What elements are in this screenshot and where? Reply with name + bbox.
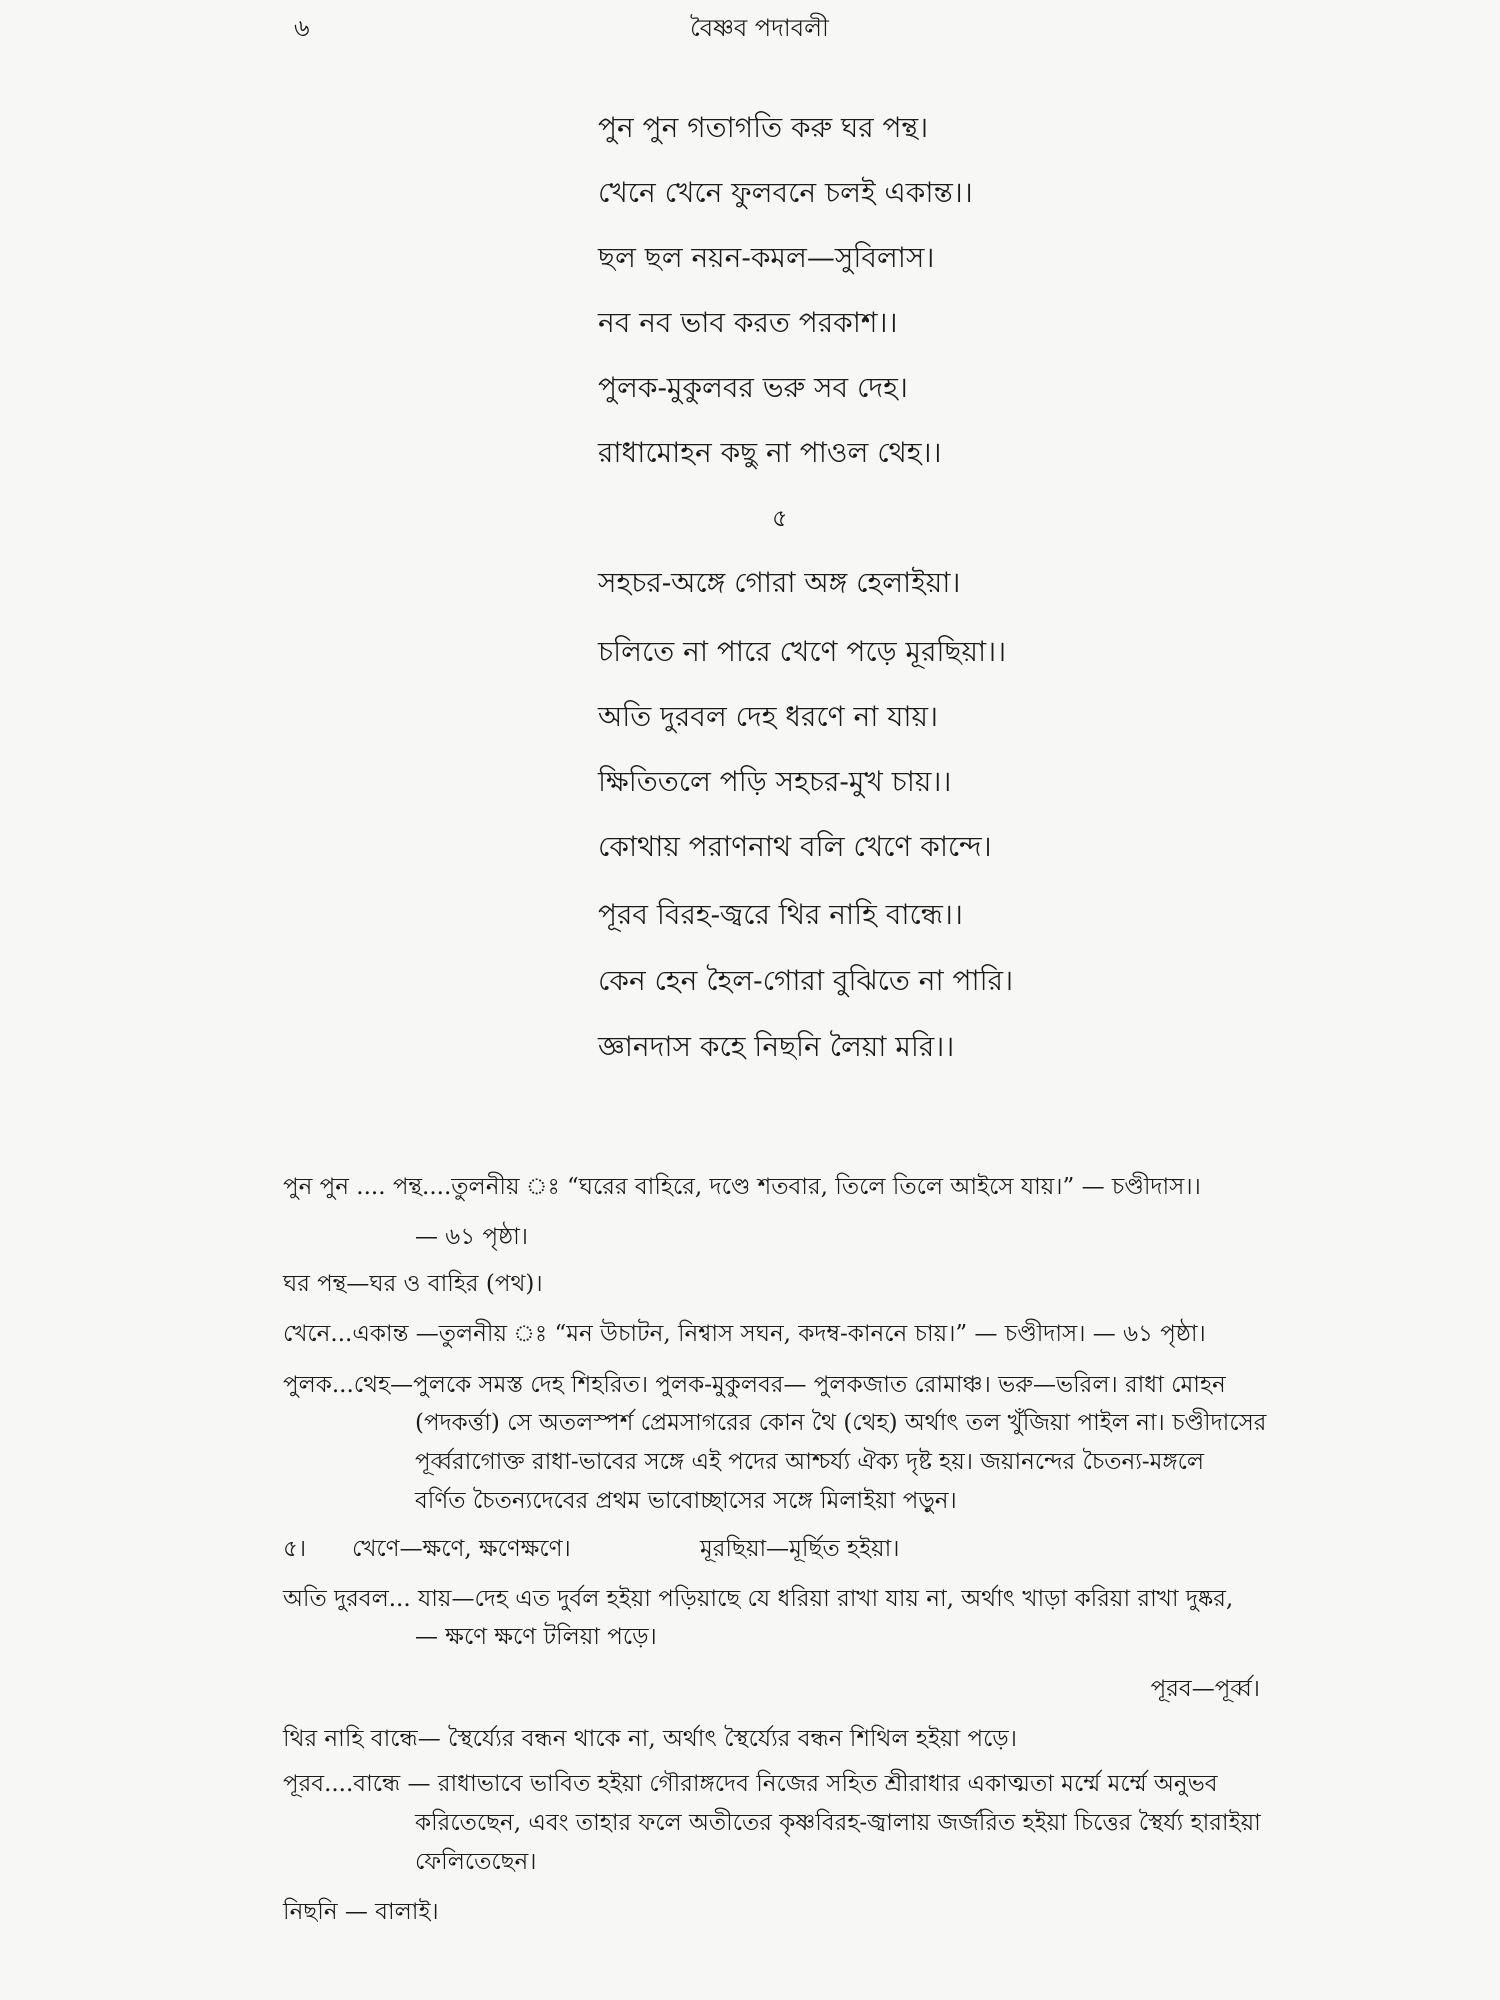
- poem-line: ছল ছল নয়ন-কমল—সুবিলাস।: [598, 241, 935, 274]
- note-line: খেনে...একান্ত —তুলনীয় ঃ “মন উচাটন, নিশ্বাস সঘন, কদম্ব-কাননে চায়।” — চণ্ডীদাস। — ৬১ পৃষ্ঠা।: [283, 1321, 1206, 1347]
- poem-line: নব নব ভাব করত পরকাশ।।: [598, 306, 898, 339]
- note-line: — ক্ষণে ক্ষণে টলিয়া পড়ে।: [415, 1624, 657, 1650]
- running-title: বৈষ্ণব পদাবলী: [690, 14, 829, 42]
- note-line: পুন পুন .... পন্থ....তুলনীয় ঃ “ঘরের বাহিরে, দণ্ডে শতবার, তিলে তিলে আইসে যায়।” — চণ্ডীদাস।।: [283, 1174, 1201, 1200]
- note-line: পূরব—পূর্ব্ব।: [1150, 1676, 1260, 1702]
- poem-line: কোথায় পরাণনাথ বলি খেণে কান্দে।: [598, 830, 992, 863]
- note-line: (পদকর্ত্তা) সে অতলস্পর্শ প্রেমসাগরের কোন থৈ (থেহ) অর্থাৎ তল খুঁজিয়া পাইল না। চণ্ডীদাসের: [415, 1410, 1267, 1436]
- note-line: মূরছিয়া—মূর্ছিত হইয়া।: [700, 1536, 900, 1562]
- note-line: খেণে—ক্ষণে, ক্ষণেক্ষণে।: [352, 1536, 571, 1562]
- poem-line: পুন পুন গতাগতি করু ঘর পন্থ।: [598, 111, 929, 144]
- page-number: ৬: [294, 14, 310, 42]
- poem-line: খেনে খেনে ফুলবনে চলই একান্ত।।: [598, 176, 973, 209]
- poem-line: সহচর-অঙ্গে গোরা অঙ্গ হেলাইয়া।: [598, 566, 961, 599]
- note-line: বর্ণিত চৈতন্যদেবের প্রথম ভাবোচ্ছাসের সঙ্গে মিলাইয়া পড়ুন।: [415, 1488, 957, 1514]
- note-line: থির নাহি বান্ধে— স্থৈর্য্যের বন্ধন থাকে না, অর্থাৎ স্থৈর্য্যের বন্ধন শিথিল হইয়া পড়ে।: [283, 1726, 1017, 1752]
- note-line: — ৬১ পৃষ্ঠা।: [415, 1224, 528, 1250]
- poem-line: পূরব বিরহ-জ্বরে থির নাহি বান্ধে।।: [598, 898, 963, 931]
- note-line: পূরব....বান্ধে — রাধাভাবে ভাবিত হইয়া গৌরাঙ্গদেব নিজের সহিত শ্রীরাধার একাত্মতা মর্ম্মে মর্ম্মে অনুভব: [283, 1771, 1218, 1797]
- note-line: পূর্ব্বরাগোক্ত রাধা-ভাবের সঙ্গে এই পদের আশ্চর্য্য ঐক্য দৃষ্ট হয়। জয়ানন্দের চৈতন্য-মঙ্গলে: [415, 1449, 1205, 1475]
- note-line: করিতেছেন, এবং তাহার ফলে অতীতের কৃষ্ণবিরহ-জ্বালায় জর্জরিত হইয়া চিত্তের স্থৈর্য্য হারাইয়া: [415, 1810, 1261, 1836]
- poem-line: পুলক-মুকুলবর ভরু সব দেহ।: [598, 371, 908, 404]
- poem-line: অতি দুরবল দেহ ধরণে না যায়।: [598, 700, 938, 733]
- note-line: নিছনি — বালাই।: [283, 1899, 439, 1925]
- section-number: ৫: [772, 504, 788, 532]
- poem-line: ক্ষিতিতলে পড়ি সহচর-মুখ চায়।।: [598, 765, 952, 798]
- note-line: ঘর পন্থ—ঘর ও বাহির (পথ)।: [283, 1271, 543, 1297]
- poem-line: চলিতে না পারে খেণে পড়ে মূরছিয়া।।: [598, 635, 1007, 668]
- poem-line: রাধামোহন কছু না পাওল থেহ।।: [598, 436, 942, 469]
- note-line: ৫।: [283, 1536, 307, 1562]
- note-line: ফেলিতেছেন।: [415, 1849, 537, 1875]
- note-line: পুলক...থেহ—পুলকে সমস্ত দেহ শিহরিত। পুলক-মুকুলবর— পুলকজাত রোমাঞ্চ। ভরু—ভরিল। রাধা মোহন: [283, 1372, 1226, 1398]
- poem-line: কেন হেন হৈল-গোরা বুঝিতে না পারি।: [598, 964, 1014, 997]
- note-line: অতি দুরবল... যায়—দেহ এত দুর্বল হইয়া পড়িয়াছে যে ধরিয়া রাখা যায় না, অর্থাৎ খাড়া করিয়া রাখা দুষ্কর,: [283, 1586, 1234, 1612]
- poem-line: জ্ঞানদাস কহে নিছনি লৈয়া মরি।।: [598, 1030, 955, 1063]
